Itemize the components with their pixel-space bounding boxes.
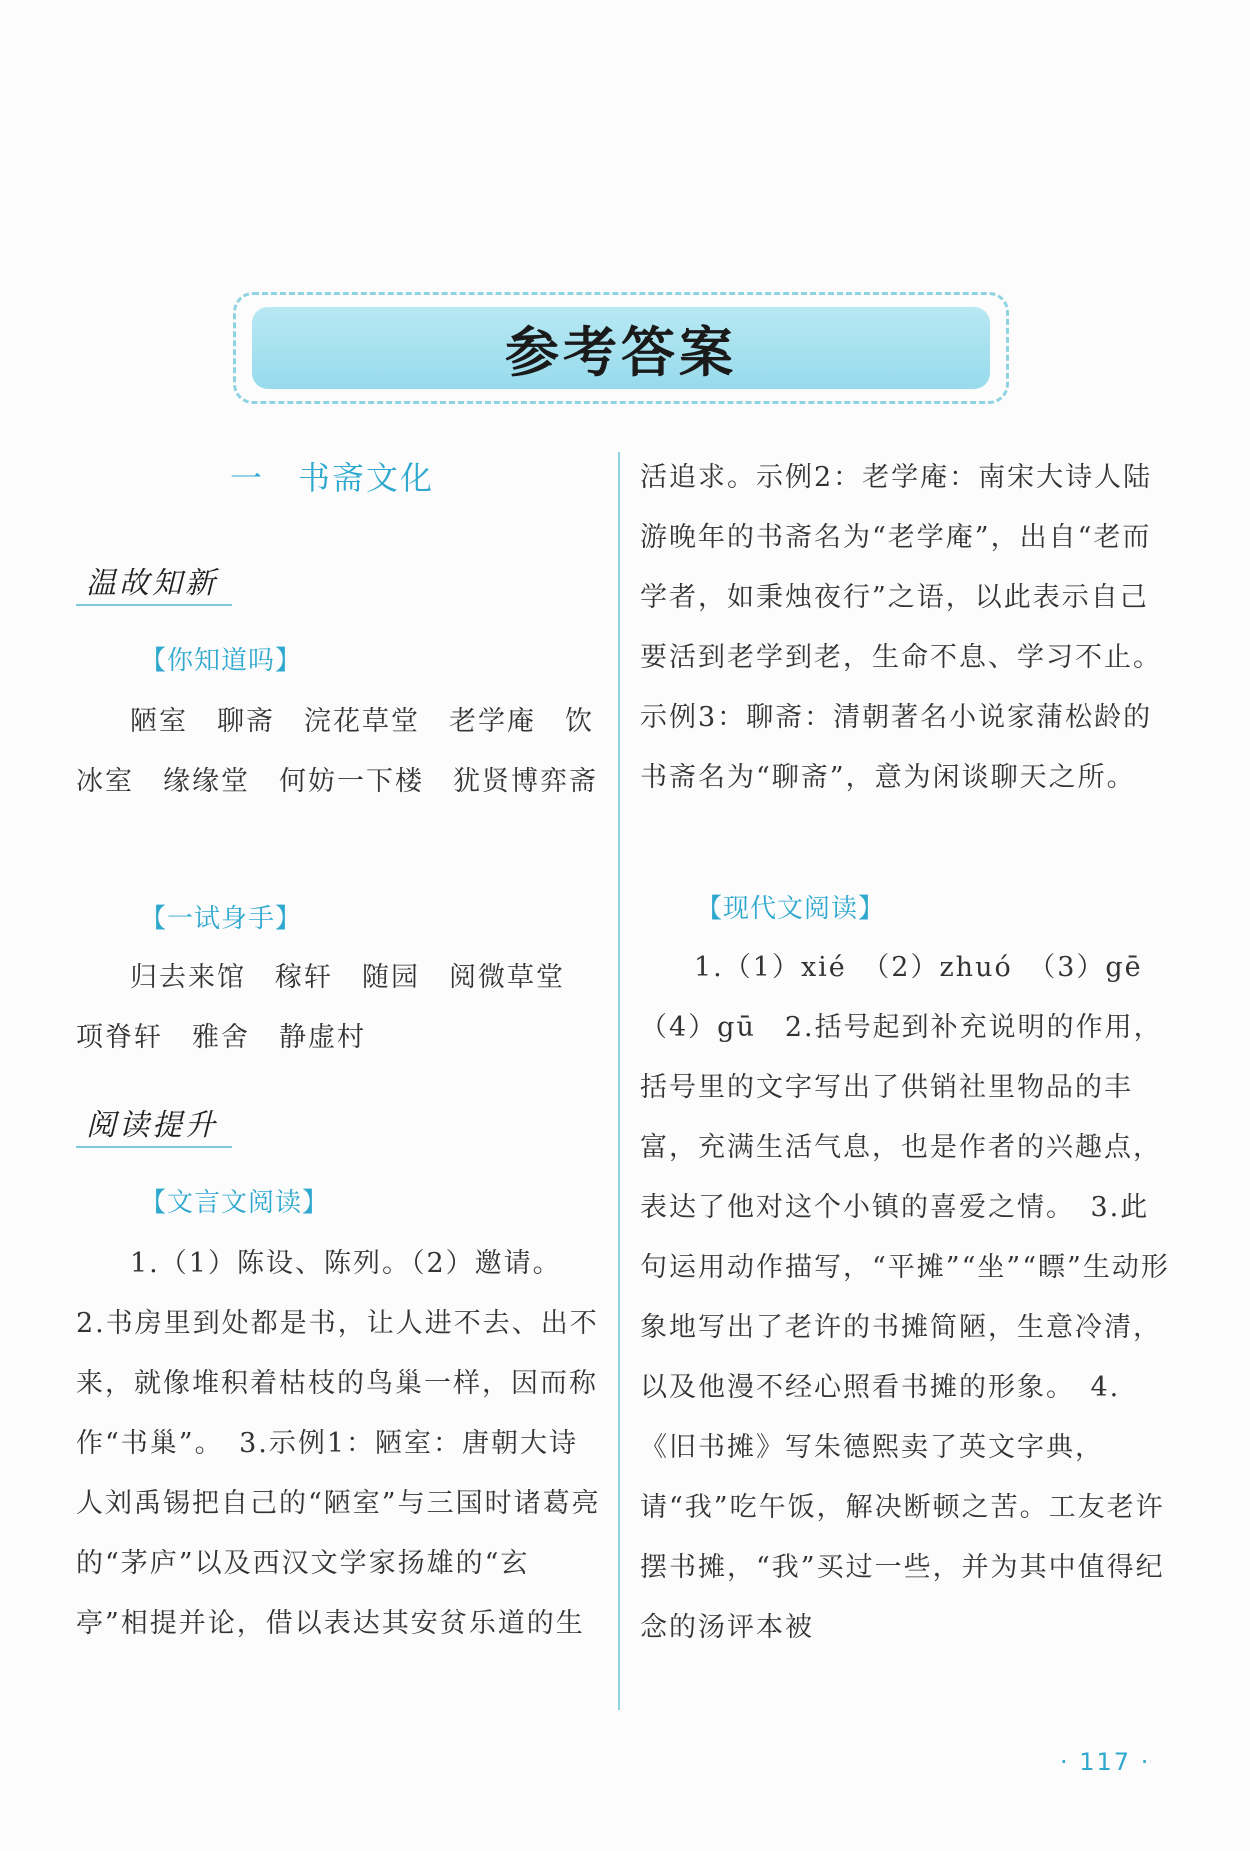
page-title: 参考答案 [505,320,737,384]
title-banner-fill [252,307,990,389]
page-number: · 117 · [1060,1748,1151,1776]
answer-text-try: 归去来馆 稼轩 随园 阅微草堂 项脊轩 雅舍 静虚村 [76,962,594,1053]
section-heading-reading: 阅读提升 [86,1108,218,1143]
section-underline [76,604,232,606]
answer-text-do-you-know: 陋室 聊斋 浣花草堂 老学庵 饮冰室 缘缘堂 何妨一下楼 犹贤博弈斋 [76,706,598,797]
sub-heading-do-you-know: 【你知道吗】 [140,646,303,676]
answer-text-modern-reading: 1.（1）xié （2）zhuó （3）gē （4）gū 2.括号起到补充说明的作用，括号里的文字写出了供销社里物品的丰富，充满生活气息，也是作者的兴趣点，表达了他对这个小镇的喜爱之情。 3.此句运用动作描写，“平摊”“坐”“瞟”生动形象地写出了老许的书摊简陋，生意冷清，以及他漫不经心照看书摊的形象。 4.《旧书摊》写朱德熙卖了英文字典，请“我”吃午饭，解决断顿之苦。工友老许摆书摊，“我”买过一些，并为其中值得纪念的汤评本被 [640,952,1172,1643]
sub-heading-classical-reading: 【文言文阅读】 [140,1188,330,1218]
answer-text-classical-reading: 1.（1）陈设、陈列。（2）邀请。 2.书房里到处都是书，让人进不去、出不来，就像堆积着枯枝的鸟巢一样，因而称作“书巢”。 3.示例1：陋室：唐朝大诗人刘禹锡把自己的“陋室”与三国时诸葛亮的“茅庐”以及西汉文学家扬雄的“玄亭”相提并论，借以表达其安贫乐道的生 [76,1248,601,1639]
section-underline [76,1146,232,1148]
section-heading-review: 温故知新 [86,566,218,601]
column-divider [618,452,620,1710]
chapter-title: 一 书斋文化 [230,459,435,497]
title-banner [233,292,1009,404]
sub-heading-try: 【一试身手】 [140,904,303,934]
answer-text-continued: 活追求。示例2：老学庵：南宋大诗人陆游晚年的书斋名为“老学庵”，出自“老而学者，如秉烛夜行”之语，以此表示自己要活到老学到老，生命不息、学习不止。示例3：聊斋：清朝著名小说家蒲松龄的书斋名为“聊斋”，意为闲谈聊天之所。 [640,462,1162,793]
sub-heading-modern-reading: 【现代文阅读】 [696,894,886,924]
